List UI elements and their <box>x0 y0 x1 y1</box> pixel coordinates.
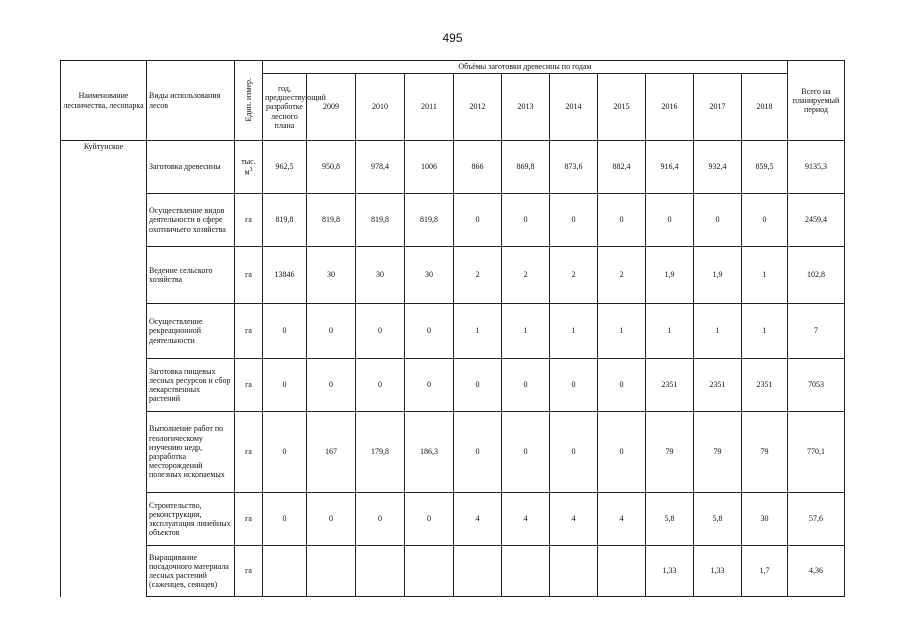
table-row <box>61 141 845 194</box>
value-cell: 5,8 <box>694 493 742 546</box>
unit-cell: га <box>235 546 263 597</box>
header-unit <box>235 61 263 141</box>
value-cell: 79 <box>742 412 788 493</box>
value-cell: 5,8 <box>646 493 694 546</box>
unit-cell: га <box>235 247 263 304</box>
value-cell: 0 <box>263 412 307 493</box>
header-year: 2013 <box>502 74 550 141</box>
value-cell: 866 <box>454 141 502 194</box>
usage-cell: Выращивание посадочного материала лесных растений (саженцев, сеянцев) <box>147 546 235 597</box>
value-cell: 2 <box>598 247 646 304</box>
value-cell: 1,9 <box>694 247 742 304</box>
usage-cell: Осуществление рекреационной деятельности <box>147 304 235 359</box>
table-row <box>61 412 845 493</box>
value-cell: 1006 <box>405 141 454 194</box>
value-cell: 79 <box>694 412 742 493</box>
value-cell: 1,33 <box>694 546 742 597</box>
value-cell: 4 <box>598 493 646 546</box>
value-cell <box>502 546 550 597</box>
unit-cell: га <box>235 359 263 412</box>
usage-cell: Заготовка пищевых лесных ресурсов и сбор лекарственных растений <box>147 359 235 412</box>
value-cell: 819,8 <box>405 194 454 247</box>
unit-text: тыс. м <box>241 157 256 177</box>
total-cell: 102,8 <box>788 247 845 304</box>
value-cell: 0 <box>405 493 454 546</box>
value-cell: 167 <box>307 412 356 493</box>
value-cell: 179,8 <box>356 412 405 493</box>
value-cell: 962,5 <box>263 141 307 194</box>
table-row <box>61 304 845 359</box>
header-group: Объёмы заготовки древесины по годам <box>263 61 788 74</box>
header-year: 2018 <box>742 74 788 141</box>
value-cell: 1 <box>502 304 550 359</box>
usage-cell: Строительство, реконструкция, эксплуатация линейных объектов <box>147 493 235 546</box>
value-cell: 1,7 <box>742 546 788 597</box>
total-cell: 9135,3 <box>788 141 845 194</box>
total-cell: 2459,4 <box>788 194 845 247</box>
value-cell: 1 <box>550 304 598 359</box>
value-cell: 0 <box>356 304 405 359</box>
value-cell: 186,3 <box>405 412 454 493</box>
value-cell: 0 <box>742 194 788 247</box>
value-cell: 2 <box>454 247 502 304</box>
unit-cell: га <box>235 304 263 359</box>
value-cell: 819,8 <box>263 194 307 247</box>
value-cell: 2351 <box>694 359 742 412</box>
value-cell: 916,4 <box>646 141 694 194</box>
value-cell: 1 <box>646 304 694 359</box>
header-usage: Виды использования лесов <box>147 61 235 141</box>
table-row <box>61 359 845 412</box>
value-cell <box>598 546 646 597</box>
value-cell: 1 <box>454 304 502 359</box>
header-year: 2009 <box>307 74 356 141</box>
value-cell: 1 <box>694 304 742 359</box>
value-cell: 873,6 <box>550 141 598 194</box>
usage-cell: Выполнение работ по геологическому изучению недр, разработка месторождений полезных ископаемых <box>147 412 235 493</box>
value-cell: 2351 <box>742 359 788 412</box>
value-cell: 2351 <box>646 359 694 412</box>
value-cell: 0 <box>550 194 598 247</box>
value-cell <box>454 546 502 597</box>
value-cell: 0 <box>307 359 356 412</box>
value-cell: 0 <box>502 359 550 412</box>
value-cell: 0 <box>598 194 646 247</box>
value-cell: 79 <box>646 412 694 493</box>
value-cell: 30 <box>405 247 454 304</box>
value-cell: 1 <box>742 247 788 304</box>
value-cell: 1,33 <box>646 546 694 597</box>
value-cell: 13846 <box>263 247 307 304</box>
value-cell: 30 <box>742 493 788 546</box>
header-year: 2011 <box>405 74 454 141</box>
value-cell: 0 <box>454 194 502 247</box>
value-cell: 0 <box>356 493 405 546</box>
value-cell: 950,8 <box>307 141 356 194</box>
unit-cell <box>235 141 263 194</box>
value-cell: 0 <box>263 359 307 412</box>
usage-cell: Заготовка древесины <box>147 141 235 194</box>
value-cell: 0 <box>550 359 598 412</box>
table-row <box>61 546 845 597</box>
value-cell: 0 <box>598 412 646 493</box>
table-row <box>61 247 845 304</box>
header-total: Всего на планируемый период <box>788 61 845 141</box>
value-cell: 4 <box>502 493 550 546</box>
value-cell: 882,4 <box>598 141 646 194</box>
value-cell <box>307 546 356 597</box>
value-cell <box>550 546 598 597</box>
total-cell: 4,36 <box>788 546 845 597</box>
header-year: 2017 <box>694 74 742 141</box>
header-year: 2015 <box>598 74 646 141</box>
value-cell: 30 <box>307 247 356 304</box>
value-cell: 0 <box>356 359 405 412</box>
unit-superscript: 3 <box>249 166 253 173</box>
value-cell: 2 <box>502 247 550 304</box>
value-cell <box>405 546 454 597</box>
value-cell: 30 <box>356 247 405 304</box>
value-cell: 0 <box>598 359 646 412</box>
table-row <box>61 194 845 247</box>
value-cell: 1,9 <box>646 247 694 304</box>
value-cell: 0 <box>454 412 502 493</box>
value-cell: 0 <box>263 493 307 546</box>
header-year: 2016 <box>646 74 694 141</box>
usage-cell: Осуществление видов деятельности в сфере охотничьего хозяйства <box>147 194 235 247</box>
value-cell: 0 <box>405 304 454 359</box>
value-cell: 859,5 <box>742 141 788 194</box>
value-cell <box>263 546 307 597</box>
value-cell: 0 <box>502 194 550 247</box>
value-cell: 0 <box>307 493 356 546</box>
value-cell: 1 <box>598 304 646 359</box>
value-cell: 869,8 <box>502 141 550 194</box>
unit-cell: га <box>235 412 263 493</box>
header-prev-year: год, предшествующий разработке лесного плана <box>263 74 307 141</box>
header-unit-label: Един. измер. <box>243 77 253 122</box>
table-row <box>61 493 845 546</box>
value-cell: 4 <box>454 493 502 546</box>
harvest-volume-table <box>60 60 845 597</box>
value-cell: 0 <box>646 194 694 247</box>
value-cell: 4 <box>550 493 598 546</box>
total-cell: 57,6 <box>788 493 845 546</box>
unit-cell: га <box>235 493 263 546</box>
total-cell: 770,1 <box>788 412 845 493</box>
value-cell: 0 <box>502 412 550 493</box>
forestry-name: Куйтунское <box>61 141 147 597</box>
total-cell: 7053 <box>788 359 845 412</box>
value-cell <box>356 546 405 597</box>
value-cell: 0 <box>454 359 502 412</box>
value-cell: 0 <box>307 304 356 359</box>
unit-cell: га <box>235 194 263 247</box>
page-number: 495 <box>442 31 463 45</box>
value-cell: 978,4 <box>356 141 405 194</box>
value-cell: 0 <box>263 304 307 359</box>
header-year: 2014 <box>550 74 598 141</box>
value-cell: 932,4 <box>694 141 742 194</box>
header-year: 2012 <box>454 74 502 141</box>
value-cell: 0 <box>694 194 742 247</box>
total-cell: 7 <box>788 304 845 359</box>
value-cell: 819,8 <box>356 194 405 247</box>
value-cell: 0 <box>405 359 454 412</box>
value-cell: 0 <box>550 412 598 493</box>
value-cell: 819,8 <box>307 194 356 247</box>
value-cell: 1 <box>742 304 788 359</box>
usage-cell: Ведение сельского хозяйства <box>147 247 235 304</box>
value-cell: 2 <box>550 247 598 304</box>
header-forestry: Наименование лесничества, лесопарка <box>61 61 147 141</box>
header-year: 2010 <box>356 74 405 141</box>
